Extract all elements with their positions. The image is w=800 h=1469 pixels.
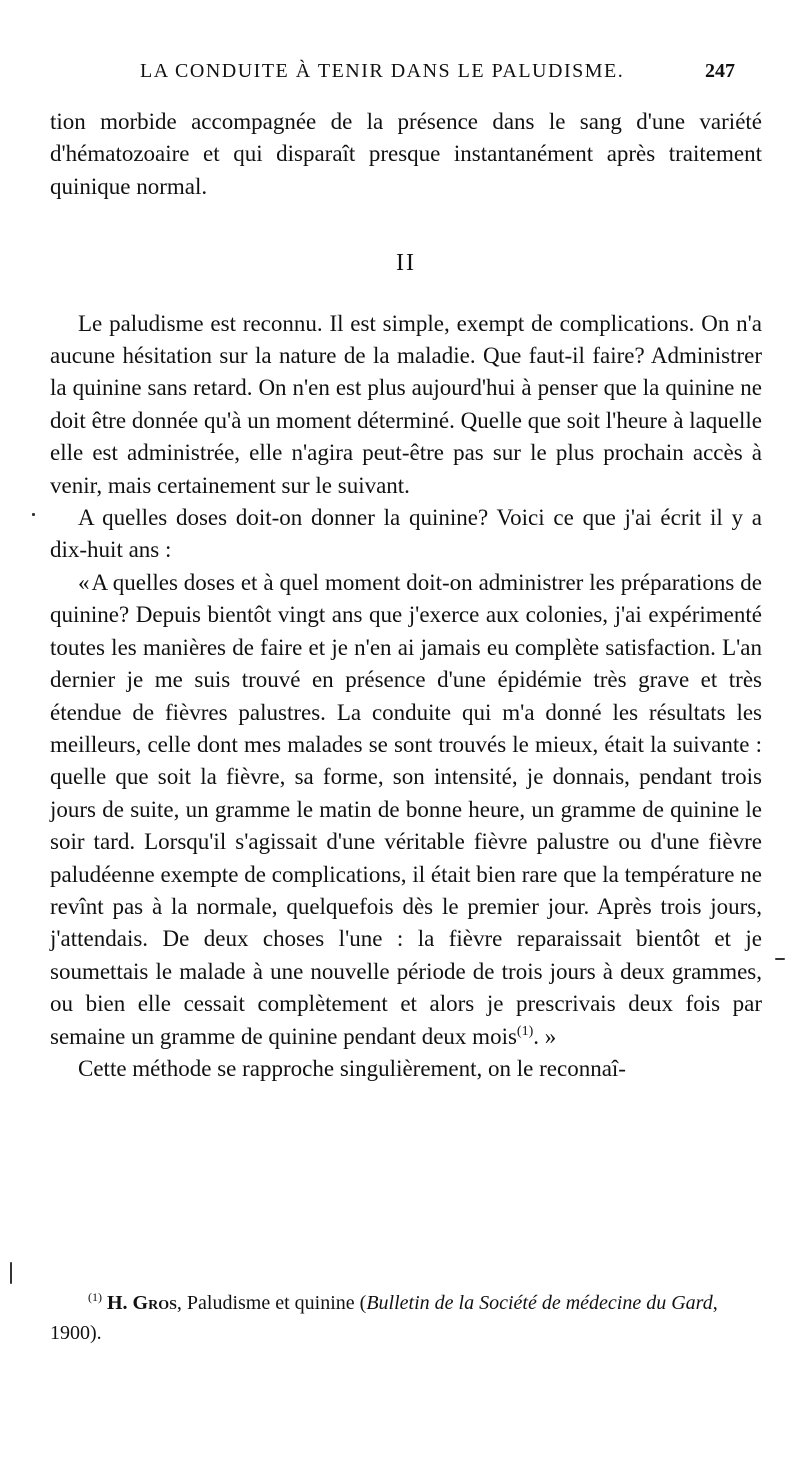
paragraph-continued: tion morbide accompagnée de la présence dans le sang d'une variété d'hématozoaire et qui disparaît presque instantanément après traitement quinique normal.	[50, 109, 762, 199]
footnote-author: H. Gros	[107, 1292, 177, 1314]
footnote-text-end: , 1900).	[50, 1292, 718, 1344]
paragraph: Cette méthode se rapproche singulièrement, on le reconnaî-	[78, 1055, 626, 1081]
paragraph: A quelles doses doit-on donner la quinine? Voici ce que j'ai écrit il y a dix-huit ans :	[50, 505, 762, 563]
close-quote: . »	[533, 1023, 557, 1049]
print-speck	[32, 513, 35, 516]
print-speck	[775, 958, 785, 960]
body-text	[50, 106, 762, 1085]
print-speck	[10, 1262, 12, 1284]
footnote-reference: (1)	[516, 1023, 534, 1039]
footnote-journal: Bulletin de la Société de médecine du Gard	[366, 1292, 713, 1314]
footnote-mark: (1)	[88, 1290, 102, 1304]
quoted-text: A quelles doses et à quel moment doit-on administrer les préparations de quinine? Depuis bientôt vingt ans que j'exerce aux colonies, j'ai expérimenté toutes les manières de faire et je n'en ai jamais eu complète satisfaction. L'an dernier je me suis trouvé en présence d'une épidémie très grave et très étendue de fièvres palustres. La conduite qui m'a donné les résultats les meilleurs, celle dont mes malades se sont trouvés le mieux, était la suivante : quelle que soit la fièvre, sa forme, son intensité, je donnais, pendant trois jours de suite, un gramme le matin de bonne heure, un gramme de quinine le soir tard. Lorsqu'il s'agissait d'une véritable fièvre palustre ou d'une fièvre paludéenne exempte de complications, il était bien rare que la température ne revînt pas à la normale, quelquefois dès le premier jour. Après trois jours, j'attendais. De deux choses l'une : la fièvre reparaissait bientôt et je soumettais le malade à une nouvelle période de trois jours à deux grammes, ou bien elle cessait complètement et alors je prescrivais deux fois par semaine un gramme de quinine pendant deux mois	[50, 569, 762, 1049]
paragraph: Le paludisme est reconnu. Il est simple, exempt de complications. On n'a aucune hésitation sur la nature de la maladie. Que faut-il faire? Administrer la quinine sans retard. On n'en est plus aujourd'hui à penser que la quinine ne doit être donnée qu'à un moment déterminé. Quelle que soit l'heure à laquelle elle est administrée, elle n'agira peut-être pas sur le plus prochain accès à venir, mais certainement sur le suivant.	[50, 310, 762, 498]
footnote	[50, 1288, 762, 1348]
running-title: LA CONDUITE À TENIR DANS LE PALUDISME.	[140, 60, 625, 82]
footnote-text: , Paludisme et quinine (	[176, 1292, 367, 1314]
page-number: 247	[705, 60, 735, 82]
quoted-paragraph	[50, 567, 762, 1053]
running-head	[140, 60, 735, 90]
section-number: II	[396, 250, 416, 277]
open-quote: «	[78, 569, 90, 595]
